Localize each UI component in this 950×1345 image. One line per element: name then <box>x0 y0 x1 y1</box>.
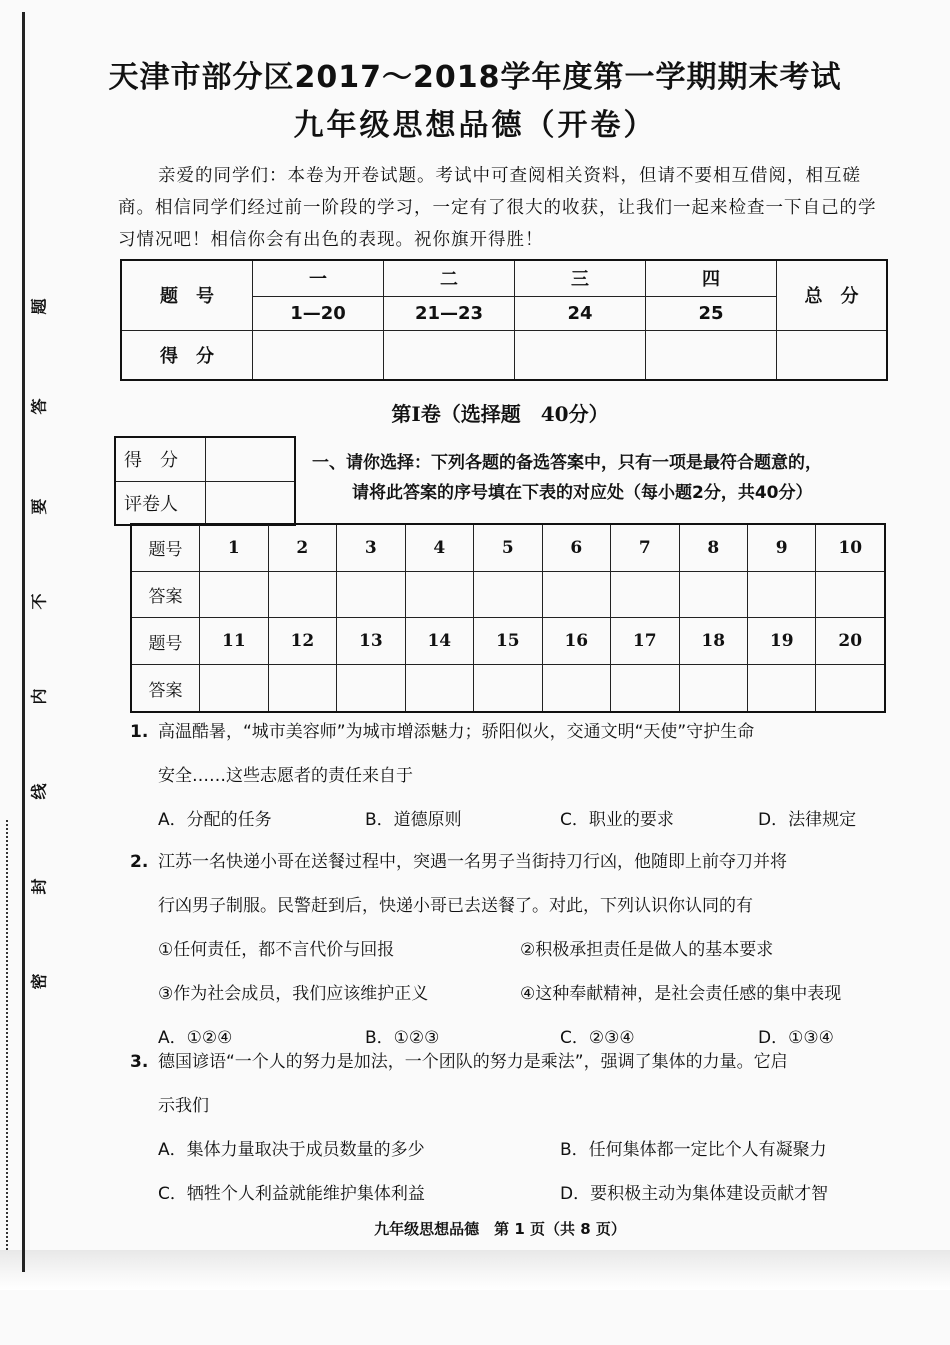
question-1 <box>130 710 900 842</box>
score-label: 得 分 <box>121 330 253 380</box>
score-cell[interactable] <box>253 330 384 380</box>
question-number-cell: 1 <box>200 524 268 571</box>
section-name: 四 <box>646 260 777 296</box>
question-number: 3. <box>130 1052 149 1072</box>
statement: ①任何责任，都不言代价与回报 <box>158 940 395 960</box>
answer-label: 答案 <box>131 665 200 712</box>
score-cell[interactable] <box>515 330 646 380</box>
total-label: 总 分 <box>777 260 888 330</box>
instruction-line: 一、请你选择：下列各题的备选答案中，只有一项是最符合题意的， <box>312 453 822 473</box>
section-range: 21—23 <box>384 296 515 330</box>
option-a[interactable]: A．分配的任务 <box>158 810 272 830</box>
question-number-cell: 6 <box>542 524 610 571</box>
binding-char: 要 <box>29 498 49 515</box>
reviewer-label: 评卷人 <box>115 481 206 525</box>
option-a[interactable]: A．①②④ <box>158 1028 233 1048</box>
binding-line <box>22 12 25 1272</box>
question-number-cell: 19 <box>747 618 815 665</box>
question-number-cell: 15 <box>474 618 542 665</box>
option-b[interactable]: B．①②③ <box>365 1028 440 1048</box>
question-number-cell: 13 <box>337 618 405 665</box>
instruction-line: 请将此答案的序号填在下表的对应处（每小题2分，共40分） <box>352 483 813 503</box>
section-name: 一 <box>253 260 384 296</box>
answer-cell[interactable] <box>542 665 610 712</box>
question-number-cell: 5 <box>474 524 542 571</box>
grader-score-cell[interactable] <box>206 437 296 481</box>
options-row <box>130 1128 900 1172</box>
answer-cell[interactable] <box>747 571 815 618</box>
section-range: 24 <box>515 296 646 330</box>
question-text: 示我们 <box>158 1096 209 1116</box>
scan-shadow <box>0 1250 950 1290</box>
question-number-cell: 16 <box>542 618 610 665</box>
statement: ③作为社会成员，我们应该维护正义 <box>158 984 429 1004</box>
section-name: 二 <box>384 260 515 296</box>
answer-cell[interactable] <box>679 571 747 618</box>
question-number-cell: 10 <box>816 524 885 571</box>
binding-char: 线 <box>29 783 49 800</box>
score-table <box>120 259 888 381</box>
option-a[interactable]: A．集体力量取决于成员数量的多少 <box>158 1140 425 1160</box>
question-number-cell: 11 <box>200 618 268 665</box>
question-number-cell: 3 <box>337 524 405 571</box>
answer-cell[interactable] <box>542 571 610 618</box>
statements-row <box>130 972 900 1016</box>
page-footer: 九年级思想品德 第 1 页（共 8 页） <box>374 1220 626 1238</box>
question-number-cell: 20 <box>816 618 885 665</box>
question-text: 高温酷暑，“城市美容师”为城市增添魅力；骄阳似火，交通文明“天使”守护生命 <box>158 722 755 742</box>
total-score-cell[interactable] <box>777 330 888 380</box>
number-label: 题号 <box>131 524 200 571</box>
option-c[interactable]: C．牺牲个人利益就能维护集体利益 <box>158 1184 425 1204</box>
question-number: 1. <box>130 722 149 742</box>
binding-char: 不 <box>29 593 49 610</box>
statements-row <box>130 928 900 972</box>
options-row <box>130 798 900 842</box>
options-row <box>130 1172 900 1216</box>
binding-char: 答 <box>29 398 49 415</box>
exam-title: 天津市部分区2017～2018学年度第一学期期末考试 <box>108 60 842 95</box>
option-d[interactable]: D．要积极主动为集体建设贡献才智 <box>560 1184 829 1204</box>
statement: ②积极承担责任是做人的基本要求 <box>520 940 774 960</box>
score-cell[interactable] <box>646 330 777 380</box>
answer-cell[interactable] <box>747 665 815 712</box>
answer-cell[interactable] <box>268 665 336 712</box>
question-number: 2. <box>130 852 149 872</box>
section-name: 三 <box>515 260 646 296</box>
option-c[interactable]: C．职业的要求 <box>560 810 674 830</box>
answer-cell[interactable] <box>816 665 885 712</box>
grader-table <box>114 436 296 526</box>
question-text: 江苏一名快递小哥在送餐过程中，突遇一名男子当街持刀行凶，他随即上前夺刀并将 <box>158 852 787 872</box>
binding-char: 内 <box>29 688 49 705</box>
question-number-cell: 14 <box>405 618 473 665</box>
question-number-cell: 7 <box>611 524 679 571</box>
binding-dots <box>6 820 12 1250</box>
grader-score-label: 得 分 <box>115 437 206 481</box>
statement: ④这种奉献精神，是社会责任感的集中表现 <box>520 984 842 1004</box>
answer-cell[interactable] <box>474 571 542 618</box>
section-range: 25 <box>646 296 777 330</box>
section-range: 1—20 <box>253 296 384 330</box>
binding-char: 密 <box>29 973 49 990</box>
reviewer-cell[interactable] <box>206 481 296 525</box>
question-3 <box>130 1040 900 1216</box>
answer-cell[interactable] <box>200 665 268 712</box>
answer-cell[interactable] <box>337 665 405 712</box>
answer-cell[interactable] <box>474 665 542 712</box>
question-number-cell: 4 <box>405 524 473 571</box>
question-number-cell: 9 <box>747 524 815 571</box>
question-text: 德国谚语“一个人的努力是加法，一个团队的努力是乘法”，强调了集体的力量。它启 <box>158 1052 788 1072</box>
answer-cell[interactable] <box>816 571 885 618</box>
option-c[interactable]: C．②③④ <box>560 1028 635 1048</box>
question-number-cell: 8 <box>679 524 747 571</box>
binding-char: 题 <box>29 298 49 315</box>
exam-subtitle: 九年级思想品德（开卷） <box>293 108 657 143</box>
answer-table <box>130 523 886 713</box>
option-d[interactable]: D．法律规定 <box>758 810 857 830</box>
question-number-cell: 17 <box>611 618 679 665</box>
answer-label: 答案 <box>131 571 200 618</box>
answer-cell[interactable] <box>405 571 473 618</box>
question-number-cell: 2 <box>268 524 336 571</box>
answer-cell[interactable] <box>200 571 268 618</box>
question-number-cell: 18 <box>679 618 747 665</box>
part1-title: 第Ⅰ卷（选择题 40分） <box>391 402 609 426</box>
question-number-cell: 12 <box>268 618 336 665</box>
intro-paragraph: 亲爱的同学们：本卷为开卷试题。考试中可查阅相关资料，但请不要相互借阅，相互磋商。相信同学们经过前一阶段的学习，一定有了很大的收获，让我们一起来检查一下自己的学习情况吧！相信你会有出色的表现。祝你旗开得胜！ <box>118 166 877 250</box>
option-b[interactable]: B．任何集体都一定比个人有凝聚力 <box>560 1140 827 1160</box>
answer-cell[interactable] <box>337 571 405 618</box>
question-number-label: 题 号 <box>121 260 253 330</box>
number-label: 题号 <box>131 618 200 665</box>
answer-cell[interactable] <box>611 665 679 712</box>
binding-char: 封 <box>29 878 49 895</box>
answer-cell[interactable] <box>679 665 747 712</box>
answer-cell[interactable] <box>611 571 679 618</box>
section1-instruction <box>312 448 892 508</box>
question-text: 安全……这些志愿者的责任来自于 <box>158 766 413 786</box>
question-2 <box>130 840 900 1060</box>
score-cell[interactable] <box>384 330 515 380</box>
answer-cell[interactable] <box>405 665 473 712</box>
option-d[interactable]: D．①③④ <box>758 1028 834 1048</box>
option-b[interactable]: B．道德原则 <box>365 810 462 830</box>
question-text: 行凶男子制服。民警赶到后，快递小哥已去送餐了。对此，下列认识你认同的有 <box>158 896 753 916</box>
answer-cell[interactable] <box>268 571 336 618</box>
